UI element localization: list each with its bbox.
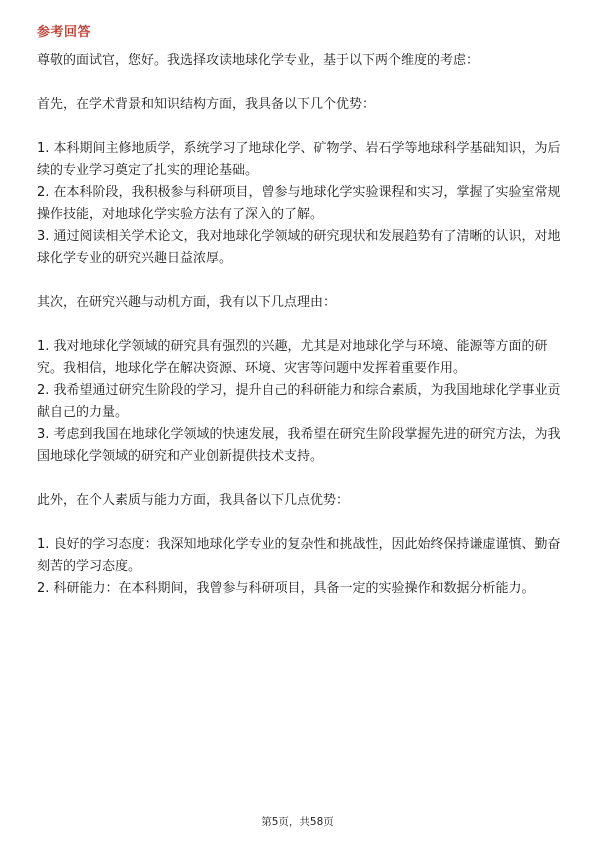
section1-item-3: 3. 通过阅读相关学术论文，我对地球化学领域的研究现状和发展趋势有了清晰的认识，对地球化学专业的研究兴趣日益浓厚。 <box>37 229 561 266</box>
section3-title: 此外，在个人素质与能力方面，我具备以下几点优势： <box>37 493 350 508</box>
section2-title: 其次，在研究兴趣与动机方面，我有以下几点理由： <box>37 295 337 310</box>
answer-body <box>37 50 561 600</box>
paragraph-gap <box>37 512 561 534</box>
section3-item-2: 2. 科研能力：在本科期间，我曾参与科研项目，具备一定的实验操作和数据分析能力。 <box>37 581 535 596</box>
page-number: 第5页，共58页 <box>261 816 334 828</box>
paragraph-gap <box>37 468 561 490</box>
paragraph-gap <box>37 314 561 336</box>
paragraph-gap <box>37 116 561 138</box>
section1-item-1: 1. 本科期间主修地质学，系统学习了地球化学、矿物学、岩石学等地球科学基础知识，为后续的专业学习奠定了扎实的理论基础。 <box>37 141 561 178</box>
paragraph-gap <box>37 270 561 292</box>
section3-item-1: 1. 良好的学习态度：我深知地球化学专业的复杂性和挑战性，因此始终保持谦虚谨慎、勤奋刻苦的学习态度。 <box>37 537 561 574</box>
paragraph-gap <box>37 72 561 94</box>
section2-item-3: 3. 考虑到我国在地球化学领域的快速发展，我希望在研究生阶段掌握先进的研究方法，为我国地球化学领域的研究和产业创新提供技术支持。 <box>37 427 561 464</box>
section2-item-2: 2. 我希望通过研究生阶段的学习，提升自己的科研能力和综合素质，为我国地球化学事业贡献自己的力量。 <box>37 383 561 420</box>
section1-item-2: 2. 在本科阶段，我积极参与科研项目，曾参与地球化学实验课程和实习，掌握了实验室常规操作技能，对地球化学实验方法有了深入的了解。 <box>37 185 561 222</box>
section2-item-1: 1. 我对地球化学领域的研究具有强烈的兴趣，尤其是对地球化学与环境、能源等方面的研究。我相信，地球化学在解决资源、环境、灾害等问题中发挥着重要作用。 <box>37 339 548 376</box>
section1-title: 首先，在学术背景和知识结构方面，我具备以下几个优势： <box>37 97 376 112</box>
intro-paragraph: 尊敬的面试官，您好。我选择攻读地球化学专业，基于以下两个维度的考虑： <box>37 53 480 68</box>
section-heading: 参考回答 <box>37 25 92 40</box>
